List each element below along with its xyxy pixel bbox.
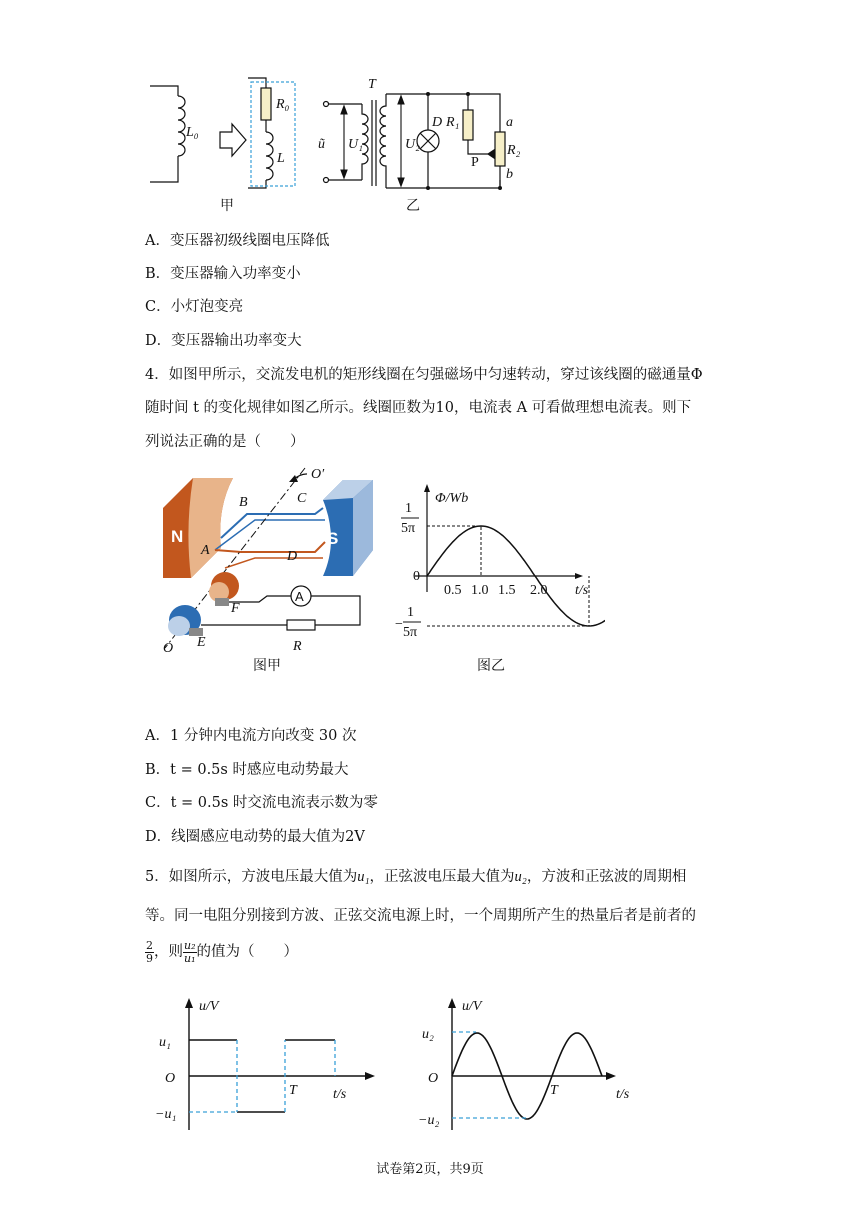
arrow-icon [220, 124, 246, 156]
svg-text:A: A [295, 589, 304, 604]
caption-jia: 甲 [220, 198, 234, 214]
sine-wave-graph [418, 990, 648, 1140]
u2-label: U₂ [405, 137, 420, 152]
svg-text:−: − [395, 617, 403, 632]
l0-label: L₀ [186, 125, 199, 140]
svg-text:u₁: u₁ [159, 1035, 171, 1050]
svg-text:0.5: 0.5 [444, 583, 462, 598]
svg-text:u/V: u/V [462, 999, 482, 1014]
svg-text:−u₁: −u₁ [155, 1107, 177, 1122]
r1-label: R₁ [446, 115, 460, 130]
svg-text:T: T [289, 1083, 297, 1098]
svg-text:R: R [293, 639, 302, 654]
resistor-r1 [463, 110, 473, 140]
svg-text:Φ/Wb: Φ/Wb [435, 491, 469, 506]
p-label: P [471, 155, 479, 170]
svg-text:T: T [550, 1083, 558, 1098]
svg-text:1: 1 [405, 501, 412, 516]
q4-stem-line3: 列说法正确的是（ ） [145, 434, 305, 450]
t-label: T [368, 77, 376, 92]
svg-text:t/s: t/s [333, 1087, 347, 1102]
q3-option-a: A．变压器初级线圈电压降低 [145, 233, 330, 249]
svg-text:−u₂: −u₂ [418, 1113, 440, 1128]
q4-option-c: C．t = 0.5s 时交流电流表示数为零 [145, 795, 378, 811]
q5-stem-line1: 5．如图所示，方波电压最大值为u₁，正弦波电压最大值为u₂，方波和正弦波的周期相 [145, 869, 687, 885]
svg-text:1.0: 1.0 [471, 583, 489, 598]
svg-text:t/s: t/s [575, 583, 589, 598]
caption-tujia: 图甲 [253, 658, 281, 674]
d-label: D [432, 115, 443, 130]
q5-stem-line3: $\frac{2}{9}$ ，则 $\frac{\text{u₂}}{\text{u₁}}$ 的值为（ ） [146, 938, 298, 965]
resistor-r0 [261, 88, 271, 120]
svg-text:O: O [163, 641, 174, 656]
q3-option-b: B．变压器输入功率变小 [145, 266, 301, 282]
fraction-u2-u1: $\frac{\text{u₂}}{\text{u₁}}$ [184, 938, 196, 965]
u1-label: U₁ [348, 137, 363, 152]
l-label: L [277, 151, 285, 166]
u-source-label: ũ [318, 137, 325, 152]
svg-text:O: O [165, 1071, 176, 1086]
caption-tuyi: 图乙 [477, 658, 505, 674]
page-footer: 试卷第2页，共9页 [376, 1162, 484, 1177]
svg-text:t/s: t/s [616, 1087, 630, 1102]
svg-text:A: A [201, 543, 210, 558]
caption-yi: 乙 [406, 198, 420, 214]
resistor-r2 [495, 132, 505, 166]
svg-text:C: C [297, 491, 307, 506]
svg-text:0: 0 [413, 569, 420, 584]
svg-text:E: E [197, 635, 206, 650]
q4-option-a: A．1 分钟内电流方向改变 30 次 [145, 728, 357, 744]
fraction-2-9: $\frac{2}{9}$ [146, 938, 153, 965]
magnet-n-label: N [171, 527, 184, 546]
svg-text:D: D [287, 549, 298, 564]
svg-text:u/V: u/V [199, 999, 219, 1014]
r2-label: R₂ [507, 143, 520, 158]
svg-text:2.0: 2.0 [530, 583, 548, 598]
svg-text:O: O [428, 1071, 439, 1086]
q3-option-d: D．变压器输出功率变大 [145, 333, 302, 349]
svg-text:1.5: 1.5 [498, 583, 516, 598]
svg-text:F: F [231, 601, 240, 616]
svg-text:u₂: u₂ [422, 1027, 434, 1042]
r0-label: R₀ [276, 97, 290, 112]
svg-text:5π: 5π [403, 625, 418, 640]
q4-option-b: B．t = 0.5s 时感应电动势最大 [145, 762, 349, 778]
q4-stem-line2: 随时间 t 的变化规律如图乙所示。线圈匝数为10，电流表 A 可看做理想电流表。则下 [145, 400, 692, 416]
svg-text:B: B [239, 495, 248, 510]
q3-figure [140, 70, 520, 215]
q4-option-d: D．线圈感应电动势的最大值为2V [145, 829, 365, 845]
square-wave-graph [155, 990, 385, 1140]
q4-stem-line1: 4．如图甲所示，交流发电机的矩形线圈在匀强磁场中匀速转动，穿过该线圈的磁通量Φ [145, 367, 703, 383]
flux-graph [395, 470, 605, 676]
b-label: b [506, 167, 513, 182]
resistor-r [287, 620, 315, 630]
svg-text:O′: O′ [311, 467, 325, 482]
magnet-s-label: S [327, 529, 339, 548]
a-label: a [506, 115, 513, 130]
svg-text:5π: 5π [401, 521, 416, 536]
generator-figure [155, 458, 390, 678]
q5-stem-line2: 等。同一电阻分别接到方波、正弦交流电源上时，一个周期所产生的热量后者是前者的 [145, 908, 696, 924]
svg-text:1: 1 [407, 605, 414, 620]
coil-l0 [150, 86, 185, 182]
q3-option-c: C．小灯泡变亮 [145, 299, 244, 315]
